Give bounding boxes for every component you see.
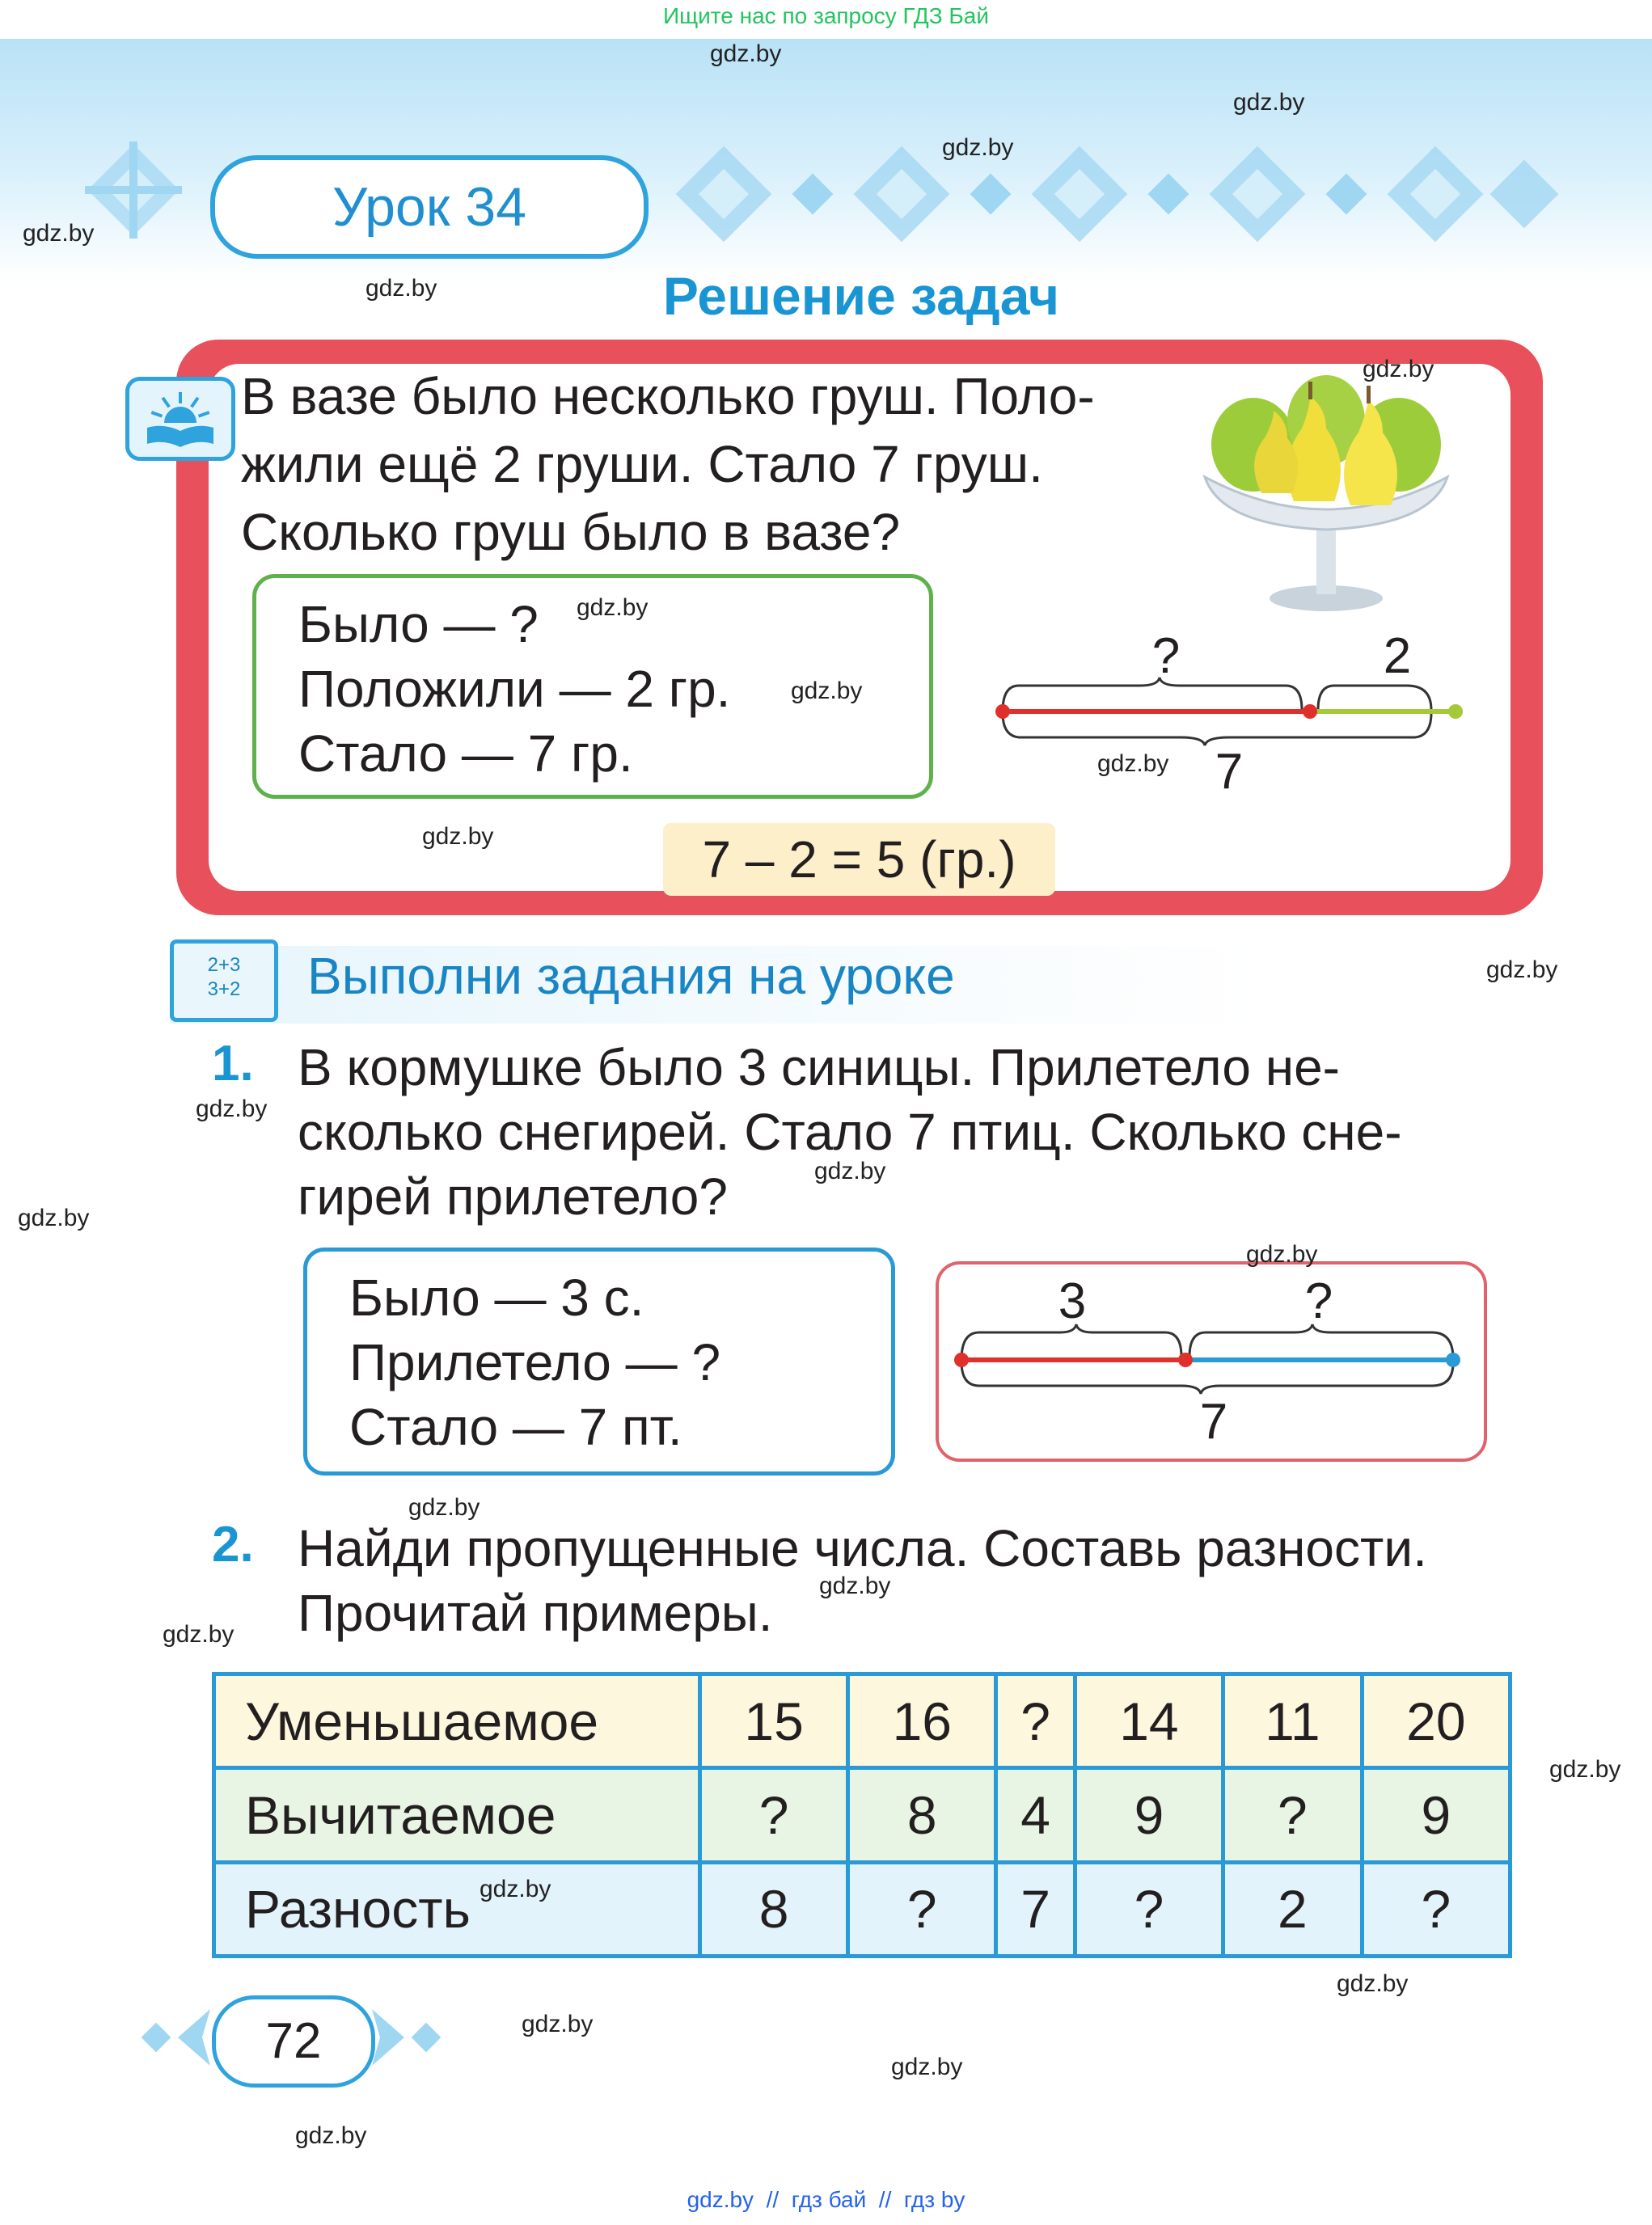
table-cell: ? <box>1075 1862 1223 1956</box>
watermark-text: gdz.by <box>422 823 494 850</box>
open-book-sun-icon <box>125 377 235 461</box>
watermark-text: gdz.by <box>819 1573 891 1599</box>
diagram-total-label: 7 <box>1199 1394 1228 1450</box>
diagram-unknown-label: ? <box>1151 628 1181 684</box>
table-row-minuend <box>214 1674 1510 1768</box>
table-cell: 15 <box>700 1674 848 1768</box>
search-hint-link[interactable]: Ищите нас по запросу ГДЗ Бай <box>662 3 990 28</box>
task-1-number: 1. <box>212 1036 254 1091</box>
table-cell: ? <box>996 1674 1075 1768</box>
page-number: 72 <box>212 1995 375 2088</box>
row-label: Разность <box>214 1862 700 1956</box>
lesson-number-pill: Урок 34 <box>210 155 649 259</box>
watermark-text: gdz.by <box>814 1158 886 1184</box>
table-cell: 2 <box>1223 1862 1363 1956</box>
watermark-text: gdz.by <box>1097 750 1169 777</box>
example-problem-text <box>241 362 1171 566</box>
blackboard-icon <box>170 939 278 1022</box>
table-cell: ? <box>848 1862 996 1956</box>
watermark-text: gdz.by <box>365 275 437 302</box>
footer-links[interactable]: gdz.by // гдз бай // гдз by <box>687 2187 965 2212</box>
task-2-number: 2. <box>212 1517 254 1573</box>
task-1-line: гирей прилетело? <box>298 1167 728 1226</box>
diagram-known-label: 2 <box>1383 628 1412 684</box>
watermark-text: gdz.by <box>23 220 95 247</box>
task-1-text <box>298 1035 1510 1229</box>
watermark-text: gdz.by <box>18 1205 90 1231</box>
watermark-text: gdz.by <box>942 134 1014 161</box>
watermark-text: gdz.by <box>480 1876 551 1902</box>
row-label: Уменьшаемое <box>214 1674 700 1768</box>
problem-line: жили ещё 2 груши. Стало 7 груш. <box>241 435 1043 493</box>
pears-in-vase-illustration <box>1189 364 1464 623</box>
problem-line: Сколько груш было в вазе? <box>241 503 901 561</box>
table-cell: 9 <box>1075 1768 1223 1862</box>
diagram-unknown-label: ? <box>1304 1273 1333 1329</box>
note-line-was: Было — 3 с. <box>349 1269 644 1327</box>
watermark-text: gdz.by <box>1337 1970 1409 1997</box>
table-row-subtrahend <box>214 1768 1510 1862</box>
section-heading: Выполни задания на уроке <box>307 947 955 1005</box>
note-line-became: Стало — 7 гр. <box>298 724 633 783</box>
task-1-short-note <box>303 1248 895 1476</box>
watermark-text: gdz.by <box>891 2054 963 2080</box>
task-2-text <box>298 1516 1543 1645</box>
table-cell: 14 <box>1075 1674 1223 1768</box>
example-solution-formula: 7 – 2 = 5 (гр.) <box>663 823 1055 896</box>
table-cell: ? <box>700 1768 848 1862</box>
watermark-text: gdz.by <box>1549 1756 1621 1783</box>
watermark-text: gdz.by <box>163 1621 234 1648</box>
table-cell: 8 <box>848 1768 996 1862</box>
watermark-text: gdz.by <box>522 2011 594 2037</box>
watermark-text: gdz.by <box>577 594 649 621</box>
table-cell: 8 <box>700 1862 848 1956</box>
table-cell: ? <box>1362 1862 1510 1956</box>
task-1-line: В кормушке было 3 синицы. Прилетело не- <box>298 1038 1340 1096</box>
watermark-text: gdz.by <box>1363 356 1434 382</box>
task-2-line: Прочитай примеры. <box>298 1584 773 1642</box>
note-line-became: Стало — 7 пт. <box>349 1398 682 1456</box>
task-1-segment-diagram <box>939 1264 1484 1459</box>
subtraction-table <box>212 1672 1512 1958</box>
note-line-added: Положили — 2 гр. <box>298 660 731 718</box>
table-cell: 7 <box>996 1862 1075 1956</box>
table-cell: 16 <box>848 1674 996 1768</box>
note-line-arrived: Прилетело — ? <box>349 1333 721 1391</box>
watermark-text: gdz.by <box>791 678 863 704</box>
note-line-was: Было — ? <box>298 595 539 653</box>
row-label: Вычитаемое <box>214 1768 700 1862</box>
blackboard-line: 3+2 <box>207 978 241 1000</box>
watermark-text: gdz.by <box>408 1494 480 1521</box>
table-cell: 9 <box>1362 1768 1510 1862</box>
diagram-total-label: 7 <box>1215 744 1244 800</box>
example-segment-diagram <box>978 614 1480 809</box>
table-row-difference <box>214 1862 1510 1956</box>
blackboard-line: 2+3 <box>207 954 241 976</box>
diagram-known-label: 3 <box>1058 1273 1087 1329</box>
watermark-text: gdz.by <box>295 2122 367 2149</box>
task-2-line: Найди пропущенные числа. Составь разности. <box>298 1519 1427 1577</box>
task-1-diagram-frame <box>936 1261 1487 1462</box>
watermark-text: gdz.by <box>710 40 782 67</box>
watermark-text: gdz.by <box>1486 956 1558 983</box>
watermark-text: gdz.by <box>1233 89 1305 116</box>
table-cell: 11 <box>1223 1674 1363 1768</box>
problem-line: В вазе было несколько груш. Поло- <box>241 367 1095 425</box>
table-cell: 20 <box>1362 1674 1510 1768</box>
snowflake-ornament-icon <box>81 137 186 243</box>
task-1-line: сколько снегирей. Стало 7 птиц. Сколько сне- <box>298 1103 1402 1161</box>
watermark-text: gdz.by <box>1246 1241 1318 1268</box>
ornament-strip-icon <box>671 141 1577 247</box>
watermark-text: gdz.by <box>196 1096 268 1122</box>
table-cell: 4 <box>996 1768 1075 1862</box>
lesson-title: Решение задач <box>662 266 1060 326</box>
table-cell: ? <box>1223 1768 1363 1862</box>
